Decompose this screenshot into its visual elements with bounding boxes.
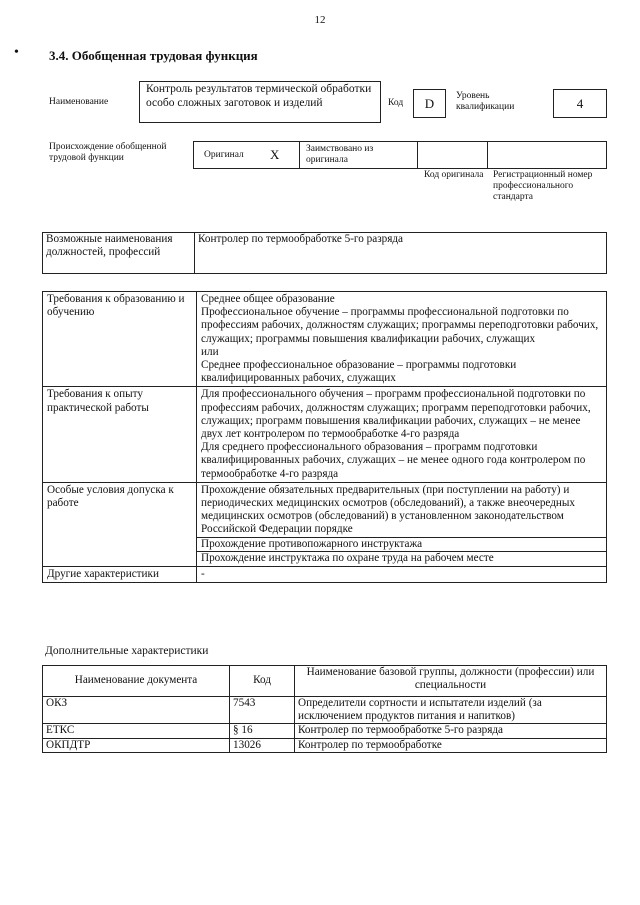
page-number: 12 <box>314 14 326 26</box>
header-document: Наименование документа <box>43 666 230 697</box>
origin-label: Происхождение обобщенной трудовой функции <box>49 142 167 163</box>
row-doc: ОКЗ <box>43 697 230 724</box>
function-name-value: Контроль результатов термической обработки особо сложных заготовок и изделий <box>146 83 372 109</box>
code-original-caption: Код оригинала <box>424 170 484 180</box>
requirements-table <box>42 291 607 583</box>
header-code: Код <box>230 666 295 697</box>
req-experience-label: Требования к опыту практической работы <box>43 387 197 482</box>
margin-mark: • <box>14 45 19 60</box>
additional-table <box>42 665 607 753</box>
req-education-value: Среднее общее образование Профессиональное обучение – программы профессиональной подготовки по профессиям рабочих, должностям служащих; программы переподготовки рабочих, служащих; программы повышения квалификации рабочих, служащих или Среднее профессиональное образование – программы подготовки квалифицированных рабочих, служащих <box>197 292 607 387</box>
name-label: Наименование <box>49 97 109 107</box>
req-education-label: Требования к образованию и обучению <box>43 292 197 387</box>
level-label: Уровень квалификации <box>456 91 515 112</box>
original-box <box>193 141 300 169</box>
table-row <box>43 482 607 566</box>
function-name-box <box>139 81 381 123</box>
req-experience-value: Для профессионального обучения – программ профессиональной подготовки по профессиям рабочих, должностям служащих; программ переподготовки рабочих, служащих; программ повышения квалификации рабочих, служащих – не менее двух лет контролером по термообработке 4-го разряда Для среднего профессионального образования – программ подготовки квалифицированных рабочих, служащих – не менее одного года контролером по термообработке 4-го разряда <box>197 387 607 482</box>
table-row <box>43 292 607 387</box>
req-other-label: Другие характеристики <box>43 567 197 583</box>
row-group: Контролер по термообработке <box>295 738 607 752</box>
code-label: Код <box>388 98 404 108</box>
original-mark: X <box>270 147 280 162</box>
row-group: Контролер по термообработке 5-го разряда <box>295 724 607 738</box>
table-row <box>43 233 607 274</box>
req-admission-value-1: Прохождение обязательных предварительных (при поступлении на работу) и периодических медицинских осмотров (обследований), а также внеочередных медицинских осмотров (обследований) в установленном законодательством Российской Федерации порядке <box>201 483 576 536</box>
borrowed-box <box>299 141 418 169</box>
table-row <box>43 724 607 738</box>
code-value-box <box>413 89 446 118</box>
req-other-value: - <box>197 567 607 583</box>
row-code: 7543 <box>230 697 295 724</box>
req-admission-label: Особые условия допуска к работе <box>43 482 197 566</box>
original-label: Оригинал <box>204 150 244 160</box>
row-doc: ЕТКС <box>43 724 230 738</box>
req-admission-value-2: Прохождение противопожарного инструктажа <box>197 537 606 551</box>
level-value: 4 <box>576 96 584 111</box>
req-admission-cell <box>197 482 607 566</box>
row-doc: ОКПДТР <box>43 738 230 752</box>
positions-table <box>42 232 607 274</box>
table-row <box>43 738 607 752</box>
additional-title: Дополнительные характеристики <box>45 645 209 657</box>
table-row <box>43 387 607 482</box>
row-code: § 16 <box>230 724 295 738</box>
table-row <box>43 567 607 583</box>
row-group: Определители сортности и испытатели изделий (за исключением продуктов питания и напитков) <box>295 697 607 724</box>
borrowed-label: Заимствовано из оригинала <box>306 144 374 165</box>
positions-label: Возможные наименования должностей, профессий <box>43 233 195 274</box>
code-value: D <box>424 96 435 111</box>
req-admission-value-3: Прохождение инструктажа по охране труда на рабочем месте <box>197 551 606 565</box>
reg-number-caption: Регистрационный номер профессионального стандарта <box>493 170 593 202</box>
level-value-box <box>553 89 607 118</box>
section-heading: 3.4. Обобщенная трудовая функция <box>49 48 258 63</box>
row-code: 13026 <box>230 738 295 752</box>
table-row <box>43 666 607 697</box>
table-row <box>43 697 607 724</box>
positions-value: Контролер по термообработке 5-го разряда <box>195 233 607 274</box>
header-group: Наименование базовой группы, должности (профессии) или специальности <box>295 666 607 697</box>
code-original-box <box>417 141 488 169</box>
reg-number-box <box>487 141 607 169</box>
